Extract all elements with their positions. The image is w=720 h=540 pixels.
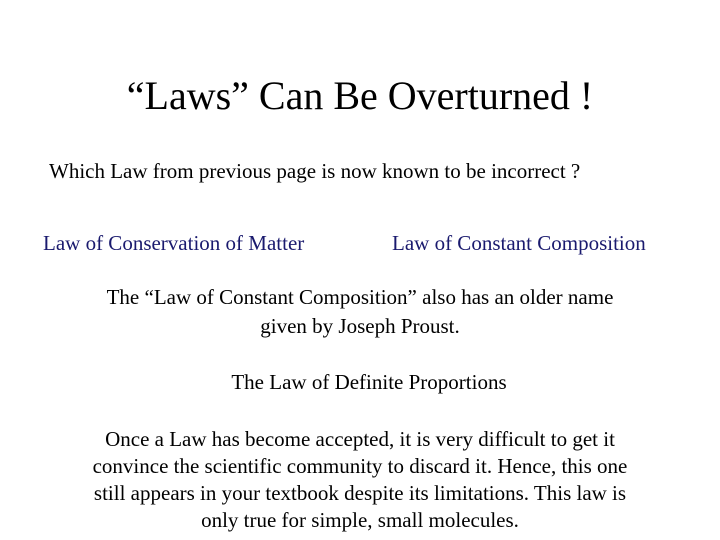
closing-line: still appears in your textbook despite its limitations. This law is: [93, 481, 627, 505]
law-conservation-of-matter: Law of Conservation of Matter: [43, 231, 305, 255]
slide-title: “Laws” Can Be Overturned !: [126, 73, 594, 118]
closing-paragraph: [10, 426, 710, 534]
definite-proportions-law: The Law of Definite Proportions: [231, 370, 507, 394]
law-constant-composition: Law of Constant Composition: [392, 231, 646, 255]
proust-line: The “Law of Constant Composition” also has an older name: [106, 285, 614, 309]
proust-paragraph: [20, 283, 700, 341]
question-text: Which Law from previous page is now known to be incorrect ?: [49, 159, 581, 183]
closing-line: Once a Law has become accepted, it is very difficult to get it: [105, 427, 615, 451]
proust-line: given by Joseph Proust.: [260, 314, 460, 338]
closing-line: only true for simple, small molecules.: [201, 508, 519, 532]
closing-line: convince the scientific community to discard it. Hence, this one: [92, 454, 628, 478]
